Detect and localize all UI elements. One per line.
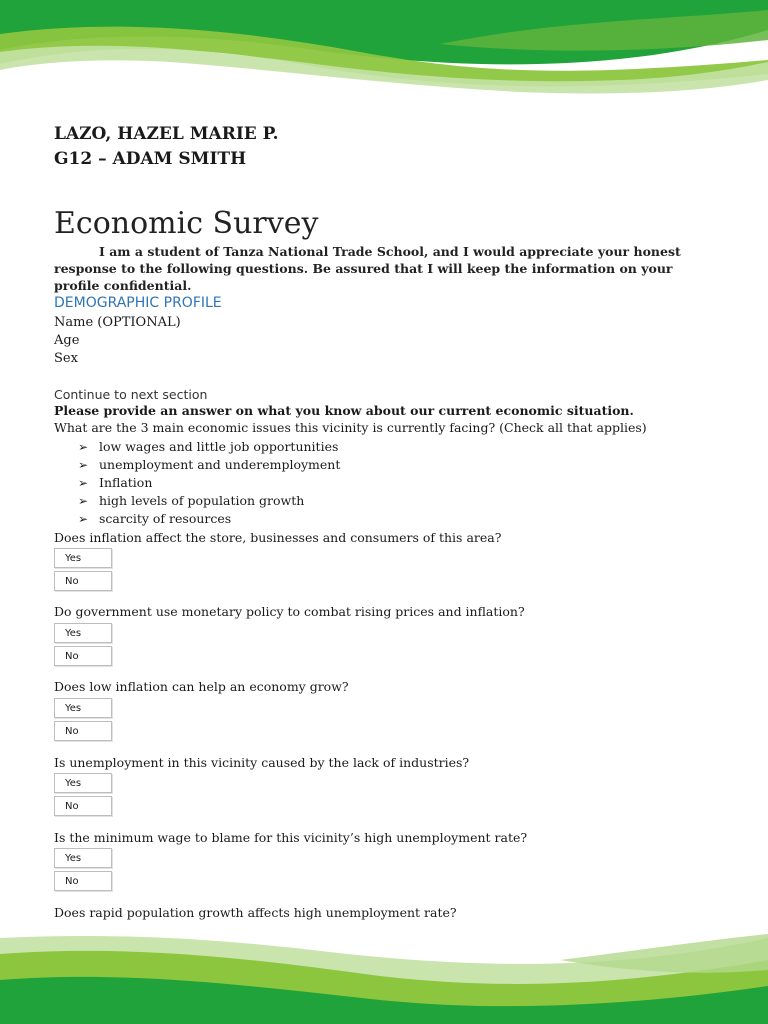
question-3-no-option[interactable]: No xyxy=(54,721,112,741)
question-4-no-option[interactable]: No xyxy=(54,796,112,816)
question-1-text: Does inflation affect the store, businesses and consumers of this area? xyxy=(54,530,502,545)
issue-option-label: low wages and little job opportunities xyxy=(99,439,339,454)
field-name-label: Name (OPTIONAL) xyxy=(54,315,181,330)
issue-options-list xyxy=(78,438,340,528)
question-2-yes-option[interactable]: Yes xyxy=(54,623,112,643)
continue-link[interactable]: Continue to next section xyxy=(54,387,208,402)
arrow-bullet-icon: ➢ xyxy=(78,512,89,526)
question-2-text: Do government use monetary policy to combat rising prices and inflation? xyxy=(54,604,525,619)
question-2-no-option[interactable]: No xyxy=(54,646,112,666)
student-section: G12 – ADAM SMITH xyxy=(54,149,247,169)
question-4-yes-option[interactable]: Yes xyxy=(54,773,112,793)
issue-option-label: unemployment and underemployment xyxy=(99,457,341,472)
survey-intro xyxy=(54,243,694,294)
economic-instruction: Please provide an answer on what you know about our current economic situation. xyxy=(54,403,634,418)
question-5-yes-option[interactable]: Yes xyxy=(54,848,112,868)
survey-intro-text: I am a student of Tanza National Trade School, and I would appreciate your honest response to the following questions. Be assured that I will keep the information on your profile confidential. xyxy=(54,244,681,293)
arrow-bullet-icon: ➢ xyxy=(78,458,89,472)
question-6-text: Does rapid population growth affects high unemployment rate? xyxy=(54,905,457,920)
bottom-wave-banner xyxy=(0,930,768,1024)
issue-option-label: high levels of population growth xyxy=(99,493,305,508)
issue-option-label: Inflation xyxy=(99,475,153,490)
issue-option[interactable] xyxy=(78,438,340,456)
field-age-label: Age xyxy=(54,333,80,348)
issue-option[interactable] xyxy=(78,456,340,474)
issue-option[interactable] xyxy=(78,510,340,528)
question-5-text: Is the minimum wage to blame for this vicinity’s high unemployment rate? xyxy=(54,830,528,845)
demographic-heading: DEMOGRAPHIC PROFILE xyxy=(54,295,222,311)
issue-option[interactable] xyxy=(78,492,340,510)
question-4-text: Is unemployment in this vicinity caused by the lack of industries? xyxy=(54,755,470,770)
arrow-bullet-icon: ➢ xyxy=(78,494,89,508)
question-3-text: Does low inflation can help an economy grow? xyxy=(54,679,349,694)
arrow-bullet-icon: ➢ xyxy=(78,440,89,454)
question-1-no-option[interactable]: No xyxy=(54,571,112,591)
issue-option[interactable] xyxy=(78,474,340,492)
main-question: What are the 3 main economic issues this vicinity is currently facing? (Check all that applies) xyxy=(54,420,647,435)
student-name: LAZO, HAZEL MARIE P. xyxy=(54,124,279,144)
issue-option-label: scarcity of resources xyxy=(99,511,232,526)
arrow-bullet-icon: ➢ xyxy=(78,476,89,490)
question-3-yes-option[interactable]: Yes xyxy=(54,698,112,718)
field-sex-label: Sex xyxy=(54,351,78,366)
question-5-no-option[interactable]: No xyxy=(54,871,112,891)
question-1-yes-option[interactable]: Yes xyxy=(54,548,112,568)
survey-title: Economic Survey xyxy=(54,206,319,241)
top-wave-banner xyxy=(0,0,768,100)
